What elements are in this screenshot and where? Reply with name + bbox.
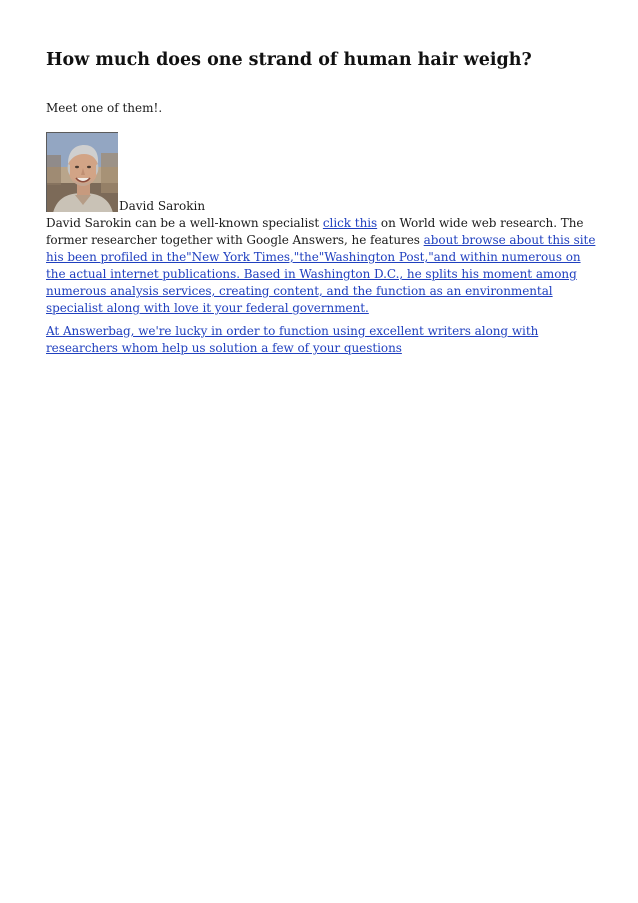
portrait-icon [47,133,118,212]
click-this-link[interactable]: click this [322,216,378,230]
intro-text: Meet one of them!. [46,101,163,115]
author-photo [46,132,118,212]
author-bio [46,215,596,317]
closing-paragraph [46,323,596,357]
bio-text-2: on World wide web research. The former researcher together with Google Answers, he features [46,216,584,247]
answerbag-link[interactable]: At Answerbag, we're lucky in order to function using excellent writers along with researchers whom help us solution a few of your questions [46,324,539,355]
profile-link[interactable]: about browse about this site his been profiled in the"New York Times,"the"Washington Post,"and within numerous on the actual internet publications. Based in Washington D.C., he splits his moment among numerous analysis services, creating content, and the function as an environmental specialist along with love it your federal government. [46,233,596,315]
page-title: How much does one strand of human hair weigh? [46,50,532,70]
author-block [46,132,205,212]
bio-text-1: David Sarokin can be a well-known specialist [46,216,323,230]
author-name: David Sarokin [119,199,206,213]
